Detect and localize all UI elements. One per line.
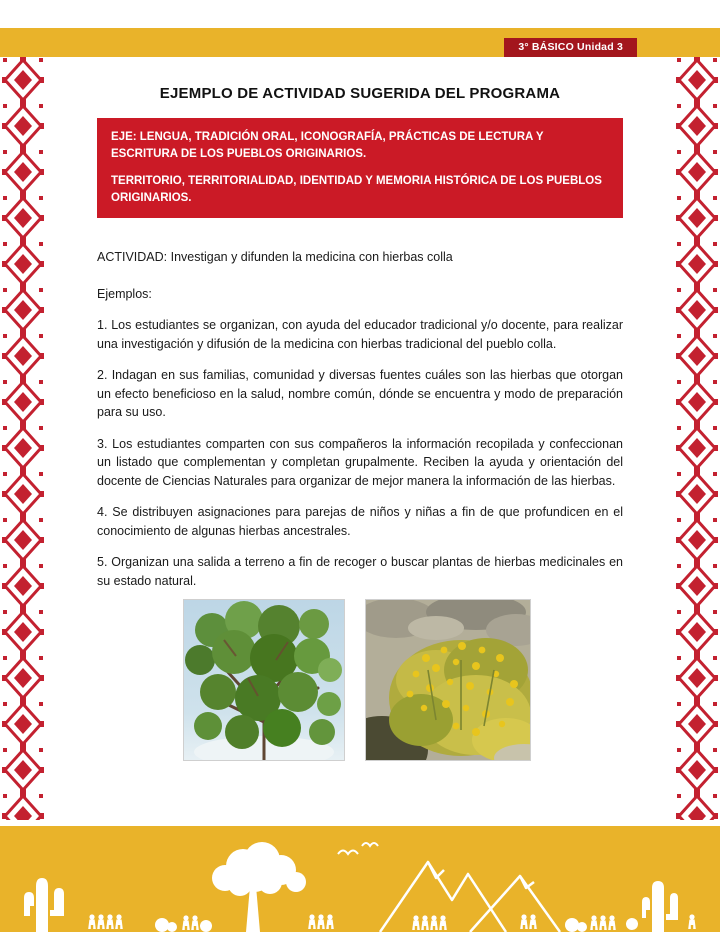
unit-badge: 3° BÁSICO Unidad 3 bbox=[504, 38, 637, 57]
andean-pattern-left-icon bbox=[2, 57, 44, 820]
photo-row bbox=[97, 599, 623, 761]
eje-box bbox=[97, 118, 623, 218]
andean-pattern-right-icon bbox=[676, 57, 718, 820]
activity-item-3: 3. Los estudiantes comparten con sus compañeros la información recopilada y confeccionan un listado que complementan y completan grupalmente. Reciben la ayuda y orientación del docente de Ciencias Naturales para organizar de mejor manera la información de las hierbas. bbox=[97, 436, 623, 488]
bottom-band bbox=[0, 826, 720, 932]
activity-item-5: 5. Organizan una salida a terreno a fin de recoger o buscar plantas de hierbas medicinales en su estado natural. bbox=[97, 555, 623, 588]
examples-label: Ejemplos: bbox=[97, 286, 152, 301]
main-content bbox=[97, 85, 623, 761]
photo-yellow-shrub bbox=[365, 599, 531, 761]
page-title: EJEMPLO DE ACTIVIDAD SUGERIDA DEL PROGRAMA bbox=[159, 85, 561, 102]
photo-tree bbox=[183, 599, 345, 761]
eje-line-1: EJE: LENGUA, TRADICIÓN ORAL, ICONOGRAFÍA, PRÁCTICAS DE LECTURA Y ESCRITURA DE LOS PUEBLOS ORIGINARIOS. bbox=[111, 131, 544, 161]
eje-line-2: TERRITORIO, TERRITORIALIDAD, IDENTIDAD Y MEMORIA HISTÓRICA DE LOS PUEBLOS ORIGINARIOS. bbox=[111, 174, 602, 204]
activity-item-4: 4. Se distribuyen asignaciones para parejas de niños y niñas a fin de que profundicen en el conocimiento de algunas hierbas ancestrales. bbox=[97, 505, 623, 538]
activity-label: ACTIVIDAD: Investigan y difunden la medicina con hierbas colla bbox=[97, 250, 453, 264]
activity-item-2: 2. Indagan en sus familias, comunidad y diversas fuentes cuáles son las hierbas que otorgan un efecto beneficioso en la salud, nombre común, dónde se encuentra y modo de preparación para su uso. bbox=[97, 368, 623, 419]
activity-item-1: 1. Los estudiantes se organizan, con ayuda del educador tradicional y/o docente, para realizar una investigación y difusión de la medicina con hierbas tradicional del pueblo colla. bbox=[97, 318, 623, 351]
